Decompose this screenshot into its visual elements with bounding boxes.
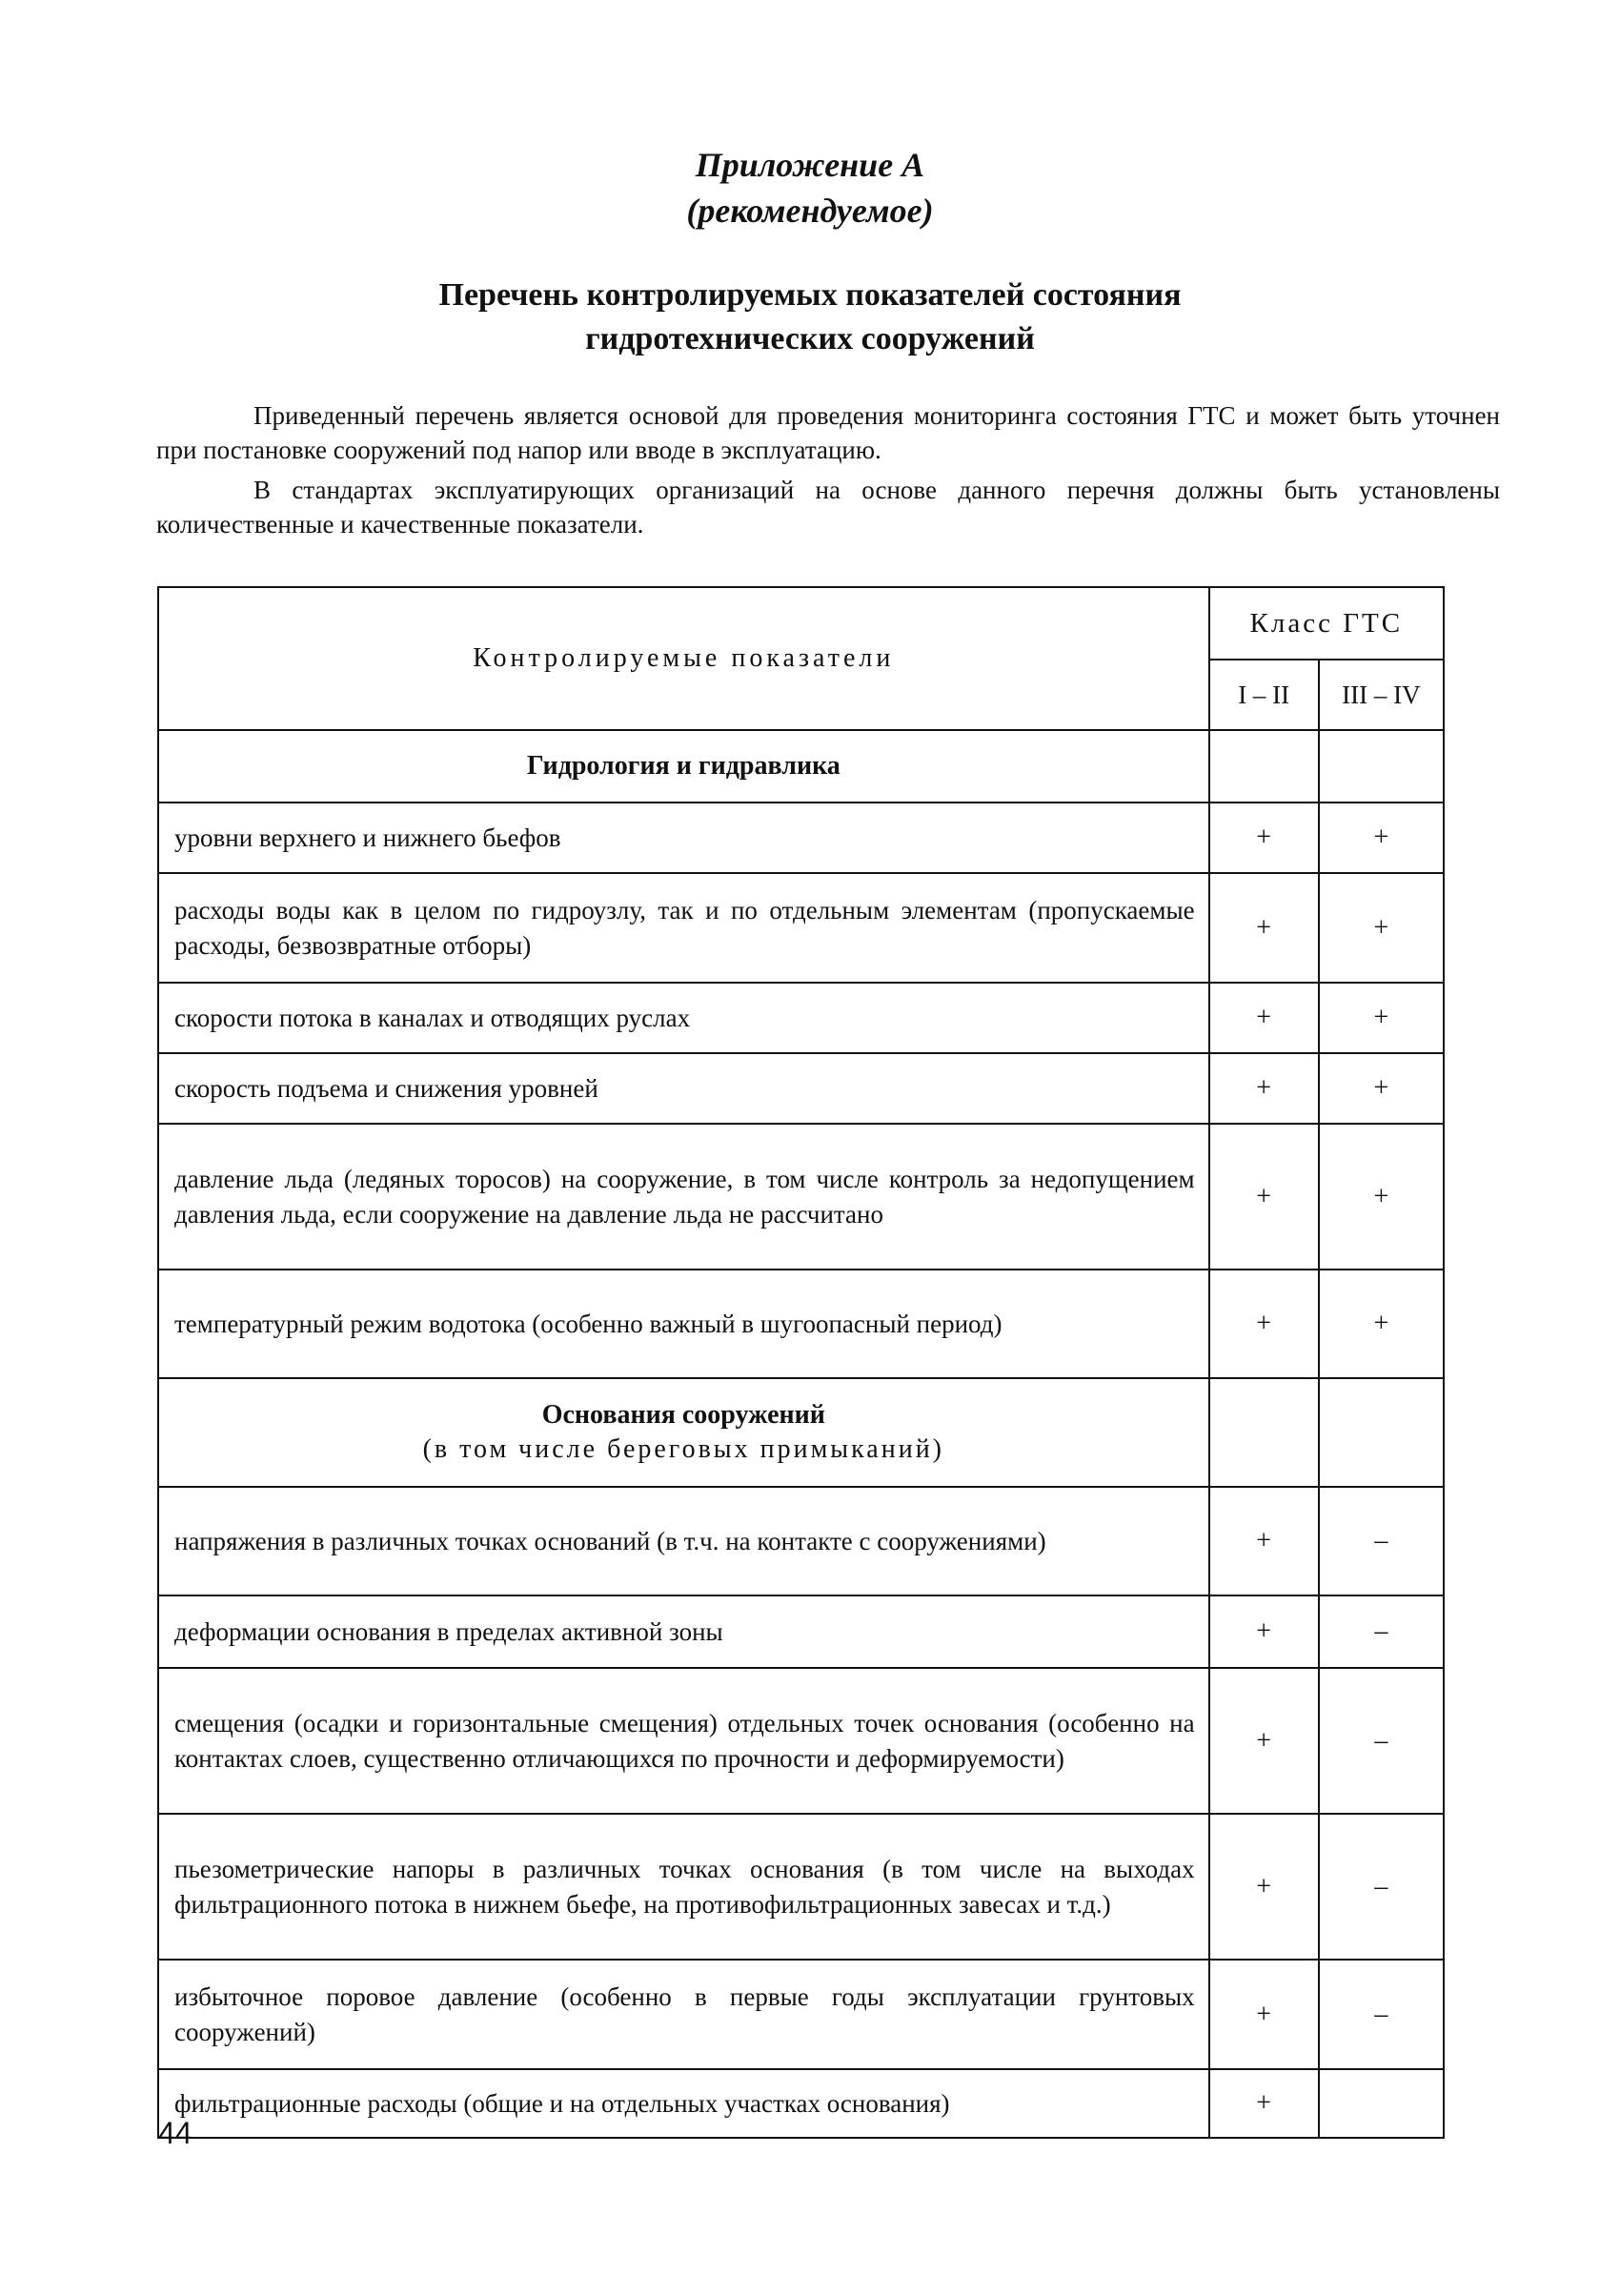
indicator-text: температурный режим водотока (особенно важный в шугоопасный период) [158, 1270, 1209, 1378]
indicator-text: избыточное поровое давление (особенно в первые годы эксплуатации грунтовых сооружений) [158, 1960, 1209, 2069]
class-a-mark: + [1209, 1053, 1319, 1124]
indicator-text: фильтрационные расходы (общие и на отдельных участках основания) [158, 2069, 1209, 2138]
section-title: Гидрология и гидравлика [158, 730, 1209, 803]
table-row [158, 983, 1444, 1053]
indicator-text: пьезометрические напоры в различных точках основания (в том числе на выходах фильтрационного потока в нижнем бьефе, на противофильтрационных завесах и т.д.) [158, 1814, 1209, 1960]
class-a-mark: + [1209, 1270, 1319, 1378]
indicators-table [157, 586, 1445, 2139]
table-row [158, 1053, 1444, 1124]
table-row [158, 1487, 1444, 1595]
indicator-text: расходы воды как в целом по гидроузлу, так и по отдельным элементам (пропускаемые расходы, безвозвратные отборы) [158, 873, 1209, 983]
indicator-text: напряжения в различных точках оснований (в т.ч. на контакте с сооружениями) [158, 1487, 1209, 1595]
class-b-mark: + [1319, 1124, 1444, 1270]
class-b-mark: + [1319, 983, 1444, 1053]
intro-paragraph-1: Приведенный перечень является основой для проведения мониторинга состояния ГТС и может быть уточнен при постановке сооружений под напор или вводе в эксплуатацию. [156, 401, 1500, 464]
indicator-text: смещения (осадки и горизонтальные смещения) отдельных точек основания (особенно на контактах слоев, существенно отличающихся по прочности и деформируемости) [158, 1668, 1209, 1814]
class-a-mark: + [1209, 803, 1319, 873]
indicator-text: деформации основания в пределах активной зоны [158, 1595, 1209, 1668]
section-row [158, 1378, 1444, 1487]
class-a-mark: + [1209, 1668, 1319, 1814]
class-b-mark: + [1319, 803, 1444, 873]
table-row [158, 1668, 1444, 1814]
table-row [158, 803, 1444, 873]
class-b-mark [1319, 2069, 1444, 2138]
table-row [158, 1595, 1444, 1668]
class-b-mark: – [1319, 1814, 1444, 1960]
indicator-text: уровни верхнего и нижнего бьефов [158, 803, 1209, 873]
class-b-mark: – [1319, 1487, 1444, 1595]
table-row [158, 1814, 1444, 1960]
indicator-text: скорости потока в каналах и отводящих руслах [158, 983, 1209, 1053]
class-a-mark: + [1209, 1960, 1319, 2069]
class-b-mark: – [1319, 1960, 1444, 2069]
class-a-mark: + [1209, 1814, 1319, 1960]
table-row [158, 1270, 1444, 1378]
appendix-title: Приложение А [695, 146, 925, 184]
table-row [158, 873, 1444, 983]
table-row [158, 1960, 1444, 2069]
class-b-mark: – [1319, 1595, 1444, 1668]
class-a-mark: + [1209, 983, 1319, 1053]
header-class-a: I – II [1209, 660, 1319, 730]
table-row [158, 1124, 1444, 1270]
document-heading-line2: гидротехнических сооружений [585, 321, 1035, 356]
indicator-text: давление льда (ледяных торосов) на сооружение, в том числе контроль за недопущением давления льда, если сооружение на давление льда не рассчитано [158, 1124, 1209, 1270]
class-a-mark: + [1209, 2069, 1319, 2138]
intro-paragraph-2: В стандартах эксплуатирующих организаций на основе данного перечня должны быть установлены количественные и качественные показатели. [156, 476, 1500, 538]
class-b-mark: + [1319, 1053, 1444, 1124]
class-a-mark: + [1209, 1595, 1319, 1668]
header-class: Класс ГТС [1209, 587, 1444, 660]
class-a-mark: + [1209, 873, 1319, 983]
class-a-mark: + [1209, 1487, 1319, 1595]
class-b-mark: + [1319, 873, 1444, 983]
section-row [158, 730, 1444, 803]
header-indicators: Контролируемые показатели [158, 587, 1209, 730]
class-a-mark: + [1209, 1124, 1319, 1270]
indicator-text: скорость подъема и снижения уровней [158, 1053, 1209, 1124]
appendix-subtitle: (рекомендуемое) [686, 192, 934, 230]
section-note: (в том числе береговых примыканий) [422, 1434, 945, 1464]
class-b-mark: – [1319, 1668, 1444, 1814]
class-b-mark: + [1319, 1270, 1444, 1378]
page-number: 44 [158, 2116, 192, 2150]
section-title: Основания сооружений [541, 1400, 825, 1430]
header-class-b: III – IV [1319, 660, 1444, 730]
document-heading-line1: Перечень контролируемых показателей состояния [438, 277, 1182, 313]
table-row [158, 2069, 1444, 2138]
